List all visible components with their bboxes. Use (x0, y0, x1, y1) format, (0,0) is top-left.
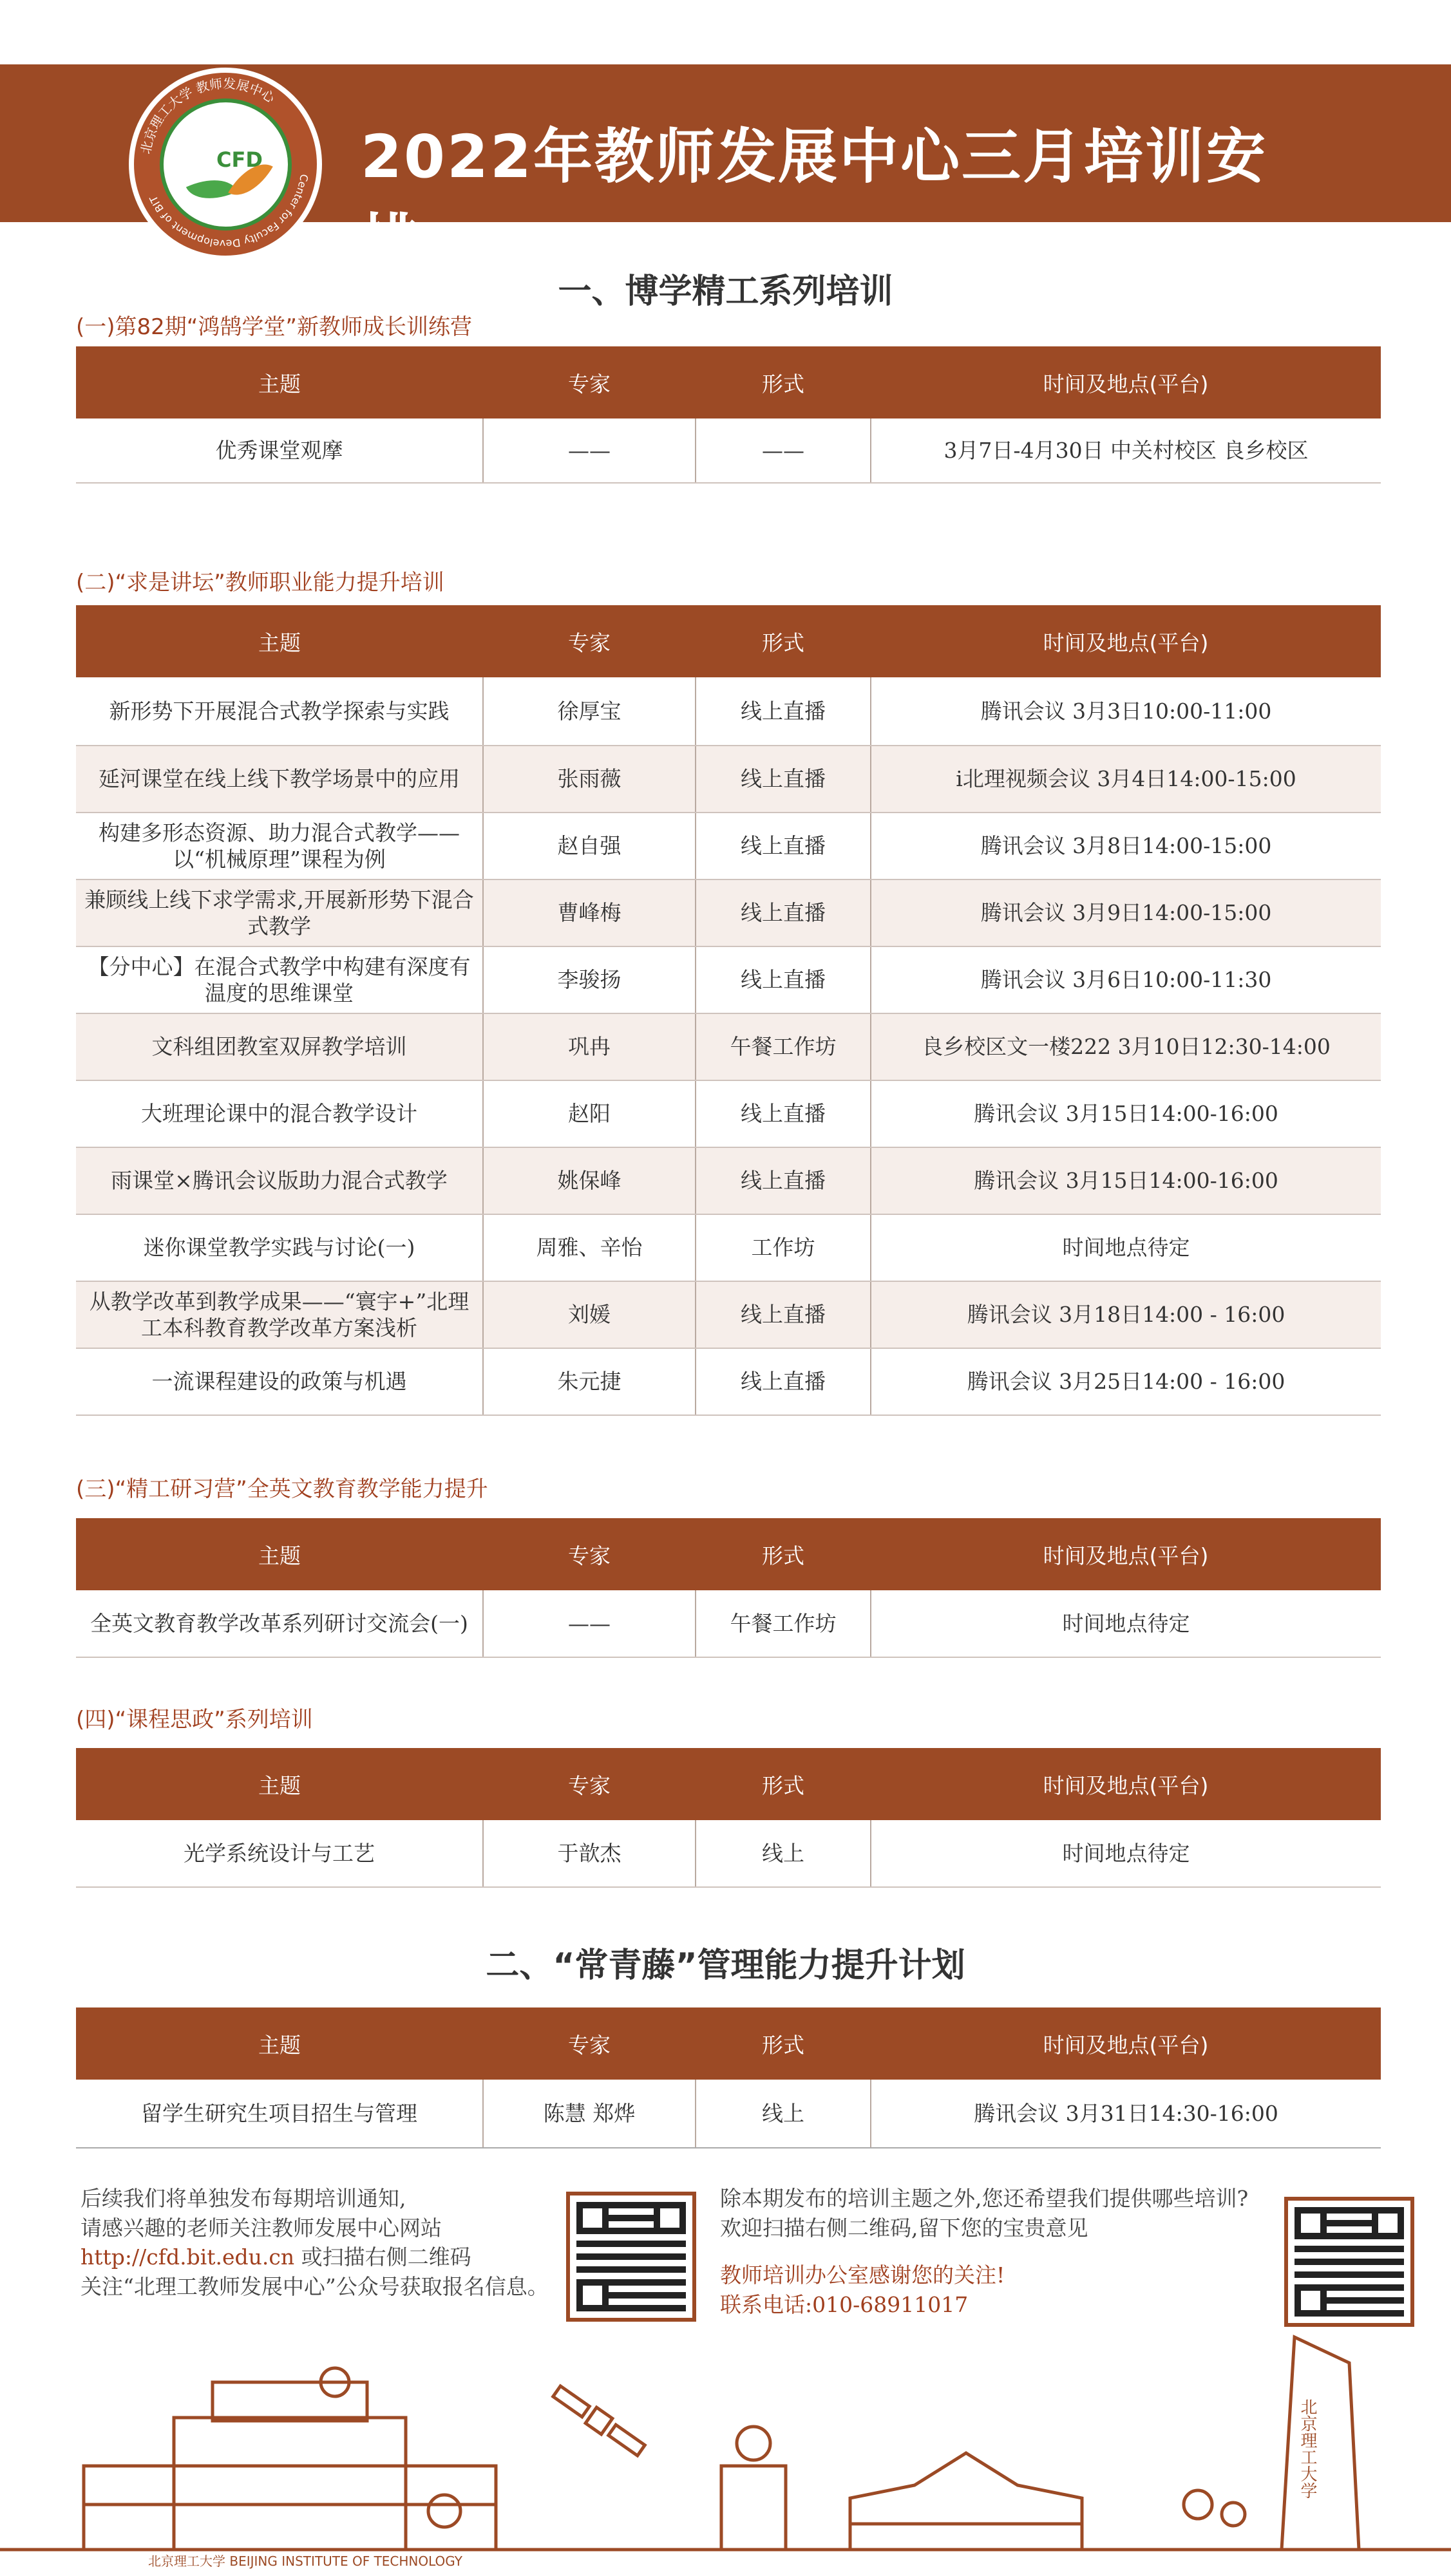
column-header: 主题 (76, 1748, 483, 1820)
table-cell: 午餐工作坊 (696, 1590, 871, 1657)
column-header: 专家 (483, 1518, 696, 1590)
column-header: 专家 (483, 2007, 696, 2080)
column-header: 形式 (696, 1748, 871, 1820)
table-header-row (76, 346, 1381, 418)
table-cell: 曹峰梅 (483, 879, 696, 946)
table-cell: 腾讯会议 3月25日14:00 - 16:00 (871, 1348, 1381, 1415)
table-row (76, 1590, 1381, 1657)
table-cell: 优秀课堂观摩 (76, 418, 483, 483)
column-header: 主题 (76, 605, 483, 677)
table-row (76, 1281, 1381, 1348)
table-cell: 张雨薇 (483, 746, 696, 813)
website-link[interactable]: http://cfd.bit.edu.cn (81, 2244, 295, 2270)
table-cell: 于歆杰 (483, 1820, 696, 1887)
library-building-icon (850, 2453, 1082, 2550)
table-cell: —— (483, 1590, 696, 1657)
table-sub2 (76, 605, 1381, 1416)
table-cell: 朱元捷 (483, 1348, 696, 1415)
table-cell: 构建多形态资源、助力混合式教学——以“机械原理”课程为例 (76, 813, 483, 879)
column-header: 时间及地点(平台) (871, 2007, 1381, 2080)
footer-left-line: 关注“北理工教师发展中心”公众号获取报名信息。 (81, 2273, 549, 2299)
table-cell: 光学系统设计与工艺 (76, 1820, 483, 1887)
table-row (76, 746, 1381, 813)
table-cell: 腾讯会议 3月8日14:00-15:00 (871, 813, 1381, 879)
table-row (76, 2080, 1381, 2148)
table-row (76, 1820, 1381, 1887)
table-row (76, 1013, 1381, 1080)
table-cell: 一流课程建设的政策与机遇 (76, 1348, 483, 1415)
thanks-text: 教师培训办公室感谢您的关注! (720, 2262, 1005, 2288)
table-cell: 时间地点待定 (871, 1590, 1381, 1657)
table-sub4 (76, 1748, 1381, 1888)
table-row (76, 946, 1381, 1013)
column-header: 主题 (76, 346, 483, 418)
table-cell: 从教学改革到教学成果——“寰宇+”北理工本科教育教学改革方案浅析 (76, 1281, 483, 1348)
table-cell: 雨课堂×腾讯会议版助力混合式教学 (76, 1147, 483, 1214)
column-header: 时间及地点(平台) (871, 346, 1381, 418)
table-sub1 (76, 346, 1381, 484)
column-header: 形式 (696, 2007, 871, 2080)
column-header: 形式 (696, 346, 871, 418)
table-cell: 徐厚宝 (483, 677, 696, 746)
table-cell: 腾讯会议 3月3日10:00-11:00 (871, 677, 1381, 746)
table-cell: 时间地点待定 (871, 1214, 1381, 1281)
column-header: 时间及地点(平台) (871, 605, 1381, 677)
table-header-row (76, 605, 1381, 677)
sub3-title: (三)“精工研习营”全英文教育教学能力提升 (76, 1476, 488, 1502)
footer-url-suffix: 或扫描右侧二维码 (294, 2244, 471, 2270)
table-section2 (76, 2007, 1381, 2148)
tree-icon (428, 2495, 460, 2527)
table-cell: 陈慧 郑烨 (483, 2080, 696, 2148)
table-header-row (76, 1518, 1381, 1590)
column-header: 时间及地点(平台) (871, 1748, 1381, 1820)
table-cell: 迷你课堂教学实践与讨论(一) (76, 1214, 483, 1281)
table-row (76, 1348, 1381, 1415)
table-cell: 良乡校区文一楼222 3月10日12:30-14:00 (871, 1013, 1381, 1080)
column-header: 主题 (76, 1518, 483, 1590)
tower-icon (1282, 2337, 1359, 2550)
page-title: 2022年教师发展中心三月培训安排 (361, 122, 1268, 276)
footer-left-line: 后续我们将单独发布每期培训通知, (81, 2186, 406, 2211)
sub2-title: (二)“求是讲坛”教师职业能力提升培训 (76, 570, 444, 596)
table-cell: 时间地点待定 (871, 1820, 1381, 1887)
table-cell: 腾讯会议 3月15日14:00-16:00 (871, 1080, 1381, 1147)
sub4-title: (四)“课程思政”系列培训 (76, 1707, 313, 1733)
table-cell: 线上 (696, 2080, 871, 2148)
table-cell: 周雅、辛怡 (483, 1214, 696, 1281)
cfd-logo (129, 68, 322, 261)
footer-right-line: 除本期发布的培训主题之外,您还希望我们提供哪些培训? (720, 2186, 1249, 2211)
column-header: 专家 (483, 346, 696, 418)
table-cell: 【分中心】在混合式教学中构建有深度有温度的思维课堂 (76, 946, 483, 1013)
table-row (76, 677, 1381, 746)
table-cell: 线上直播 (696, 677, 871, 746)
table-cell: 兼顾线上线下求学需求,开展新形势下混合式教学 (76, 879, 483, 946)
footer-right-line: 欢迎扫描右侧二维码,留下您的宝贵意见 (720, 2215, 1088, 2241)
table-row (76, 1147, 1381, 1214)
column-header: 主题 (76, 2007, 483, 2080)
sub1-title: (一)第82期“鸿鹄学堂”新教师成长训练营 (76, 314, 473, 340)
table-cell: 线上直播 (696, 1147, 871, 1214)
table-cell: 赵阳 (483, 1080, 696, 1147)
table-cell: 工作坊 (696, 1214, 871, 1281)
footer-divider (76, 2147, 1381, 2148)
table-cell: 3月7日-4月30日 中关村校区 良乡校区 (871, 418, 1381, 483)
phone-text: 联系电话:010-68911017 (720, 2291, 969, 2317)
column-header: 专家 (483, 1748, 696, 1820)
table-row (76, 1214, 1381, 1281)
column-header: 形式 (696, 605, 871, 677)
table-cell: 留学生研究生项目招生与管理 (76, 2080, 483, 2148)
section2-title: 二、“常青藤”管理能力提升计划 (486, 1946, 965, 1985)
table-row (76, 813, 1381, 879)
campus-illustration (0, 2292, 1451, 2576)
table-cell: 延河课堂在线上线下教学场景中的应用 (76, 746, 483, 813)
table-cell: 赵自强 (483, 813, 696, 879)
table-cell: 姚保峰 (483, 1147, 696, 1214)
svg-text:北京理工大学 教师发展中心: 北京理工大学 教师发展中心 (137, 75, 278, 156)
table-cell: 大班理论课中的混合教学设计 (76, 1080, 483, 1147)
table-cell: 线上直播 (696, 879, 871, 946)
footer-left-line: 请感兴趣的老师关注教师发展中心网站 (81, 2215, 442, 2241)
table-cell: —— (696, 418, 871, 483)
table-sub3 (76, 1518, 1381, 1658)
table-header-row (76, 2007, 1381, 2080)
table-cell: 线上直播 (696, 946, 871, 1013)
svg-text:Center for Faculty Development: Center for Faculty Development of BIT (147, 173, 310, 250)
footer-left-text (81, 2184, 549, 2301)
tree-icon (1222, 2503, 1245, 2526)
table-cell: 全英文教育教学改革系列研讨交流会(一) (76, 1590, 483, 1657)
column-header: 形式 (696, 1518, 871, 1590)
footer-left-line (81, 2242, 549, 2272)
table-cell: 线上直播 (696, 1080, 871, 1147)
table-cell: 刘媛 (483, 1281, 696, 1348)
table-cell: 新形势下开展混合式教学探索与实践 (76, 677, 483, 746)
column-header: 时间及地点(平台) (871, 1518, 1381, 1590)
satellite-icon (551, 2383, 647, 2458)
table-cell: 腾讯会议 3月31日14:30-16:00 (871, 2080, 1381, 2148)
table-cell: 线上直播 (696, 813, 871, 879)
table-cell: 腾讯会议 3月15日14:00-16:00 (871, 1147, 1381, 1214)
tree-icon (1184, 2490, 1212, 2519)
table-cell: 腾讯会议 3月6日10:00-11:30 (871, 946, 1381, 1013)
table-cell: 腾讯会议 3月18日14:00 - 16:00 (871, 1281, 1381, 1348)
table-cell: 腾讯会议 3月9日14:00-15:00 (871, 879, 1381, 946)
table-cell: 午餐工作坊 (696, 1013, 871, 1080)
tower-caption: 北京理工大学 (1298, 2398, 1317, 2499)
table-cell: 李骏扬 (483, 946, 696, 1013)
statue-icon (721, 2466, 786, 2550)
table-row (76, 418, 1381, 483)
table-cell: 文科组团教室双屏教学培训 (76, 1013, 483, 1080)
table-cell: 线上直播 (696, 1348, 871, 1415)
table-row (76, 879, 1381, 946)
table-row (76, 1080, 1381, 1147)
table-cell: 线上直播 (696, 746, 871, 813)
section1-title: 一、博学精工系列培训 (558, 272, 893, 311)
table-cell: i北理视频会议 3月4日14:00-15:00 (871, 746, 1381, 813)
table-cell: 巩冉 (483, 1013, 696, 1080)
logo-text: CFD (216, 147, 263, 172)
table-cell: —— (483, 418, 696, 483)
table-header-row (76, 1748, 1381, 1820)
logo-center (160, 99, 292, 230)
building-caption: 北京理工大学 BEIJING INSTITUTE OF TECHNOLOGY (148, 2553, 463, 2569)
column-header: 专家 (483, 605, 696, 677)
main-building-icon (84, 2466, 496, 2550)
table-cell: 线上 (696, 1820, 871, 1887)
table-cell: 线上直播 (696, 1281, 871, 1348)
